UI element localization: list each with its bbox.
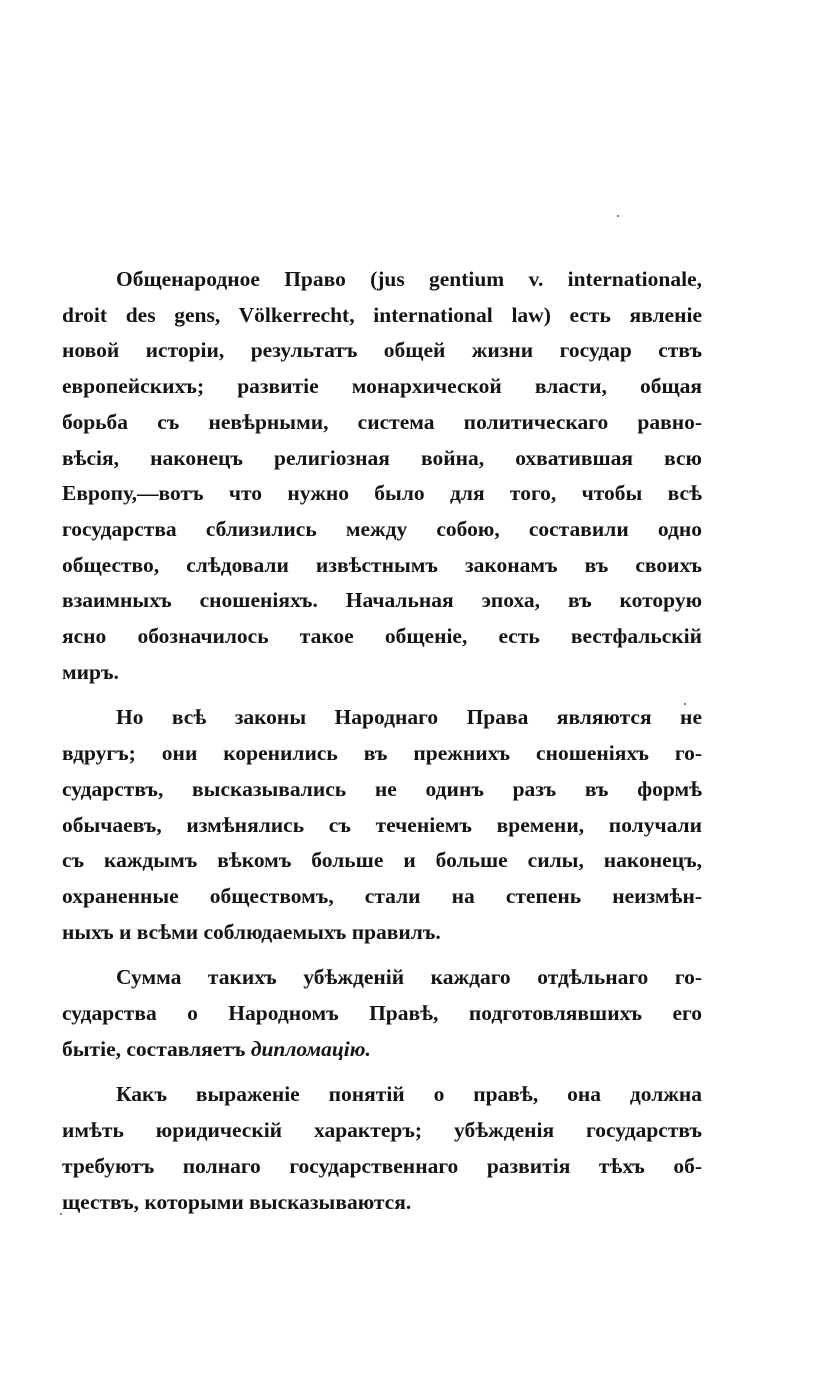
text-line: борьба съ невѣрными, система политическаго равно- <box>62 409 702 434</box>
text-line <box>62 1032 702 1068</box>
text-line: ныхъ и всѣми соблюдаемыхъ правилъ. <box>62 919 441 944</box>
text-line: обычаевъ, измѣнялись съ теченіемъ времени, получали <box>62 812 702 837</box>
text-line: миръ. <box>62 659 119 684</box>
text-line: имѣть юридическій характеръ; убѣжденія государствъ <box>62 1118 702 1143</box>
text-line: ществъ, которыми высказываются. <box>62 1189 412 1214</box>
text-line: общество, слѣдовали извѣстнымъ законамъ въ своихъ <box>62 552 702 577</box>
paragraph-4 <box>62 1077 702 1220</box>
text-line: сударствъ, высказывались не одинъ разъ въ формѣ <box>62 776 702 801</box>
text-line: Общенародное Право (jus gentium v. internationale, <box>116 267 702 291</box>
text-line: государства сблизились между собою, составили одно <box>62 516 702 541</box>
text-line: droit des gens, Völkerrecht, international law) есть явленіе <box>62 302 702 327</box>
text-line: сударства о Народномъ Правѣ, подготовлявшихъ его <box>62 1001 702 1026</box>
body-text <box>62 262 702 1230</box>
text-line: европейскихъ; развитіе монархической власти, общая <box>62 374 702 399</box>
text-line: вѣсія, наконецъ религіозная война, охватившая всю <box>62 445 702 470</box>
paragraph-3 <box>62 960 702 1067</box>
paper-speck <box>617 215 619 217</box>
text-line: ясно обозначилось такое общеніе, есть вестфальскій <box>62 624 702 649</box>
text-line: Европу,—вотъ что нужно было для того, чтобы всѣ <box>62 481 702 506</box>
paragraph-1 <box>62 262 702 690</box>
text-line: взаимныхъ сношеніяхъ. Начальная эпоха, въ которую <box>62 588 702 613</box>
text-line: съ каждымъ вѣкомъ больше и больше силы, наконецъ, <box>62 848 702 873</box>
text-line: охраненные обществомъ, стали на степень неизмѣн- <box>62 883 702 908</box>
text-line: Сумма такихъ убѣжденій каждаго отдѣльнаго го- <box>116 965 702 990</box>
paragraph-2 <box>62 700 702 950</box>
text-line: Но всѣ законы Народнаго Права являются не <box>116 705 702 730</box>
text-line: новой исторіи, результатъ общей жизни государ ствъ <box>62 338 702 363</box>
text-line: требуютъ полнаго государственнаго развитія тѣхъ об- <box>62 1153 702 1178</box>
emphasized-term: дипломацію. <box>250 1036 371 1061</box>
text-line: вдругъ; они коренились въ прежнихъ сношеніяхъ го- <box>62 741 702 766</box>
text-line-prefix: бытіе, составляетъ <box>62 1036 251 1061</box>
text-line: Какъ выраженіе понятій о правѣ, она должна <box>116 1082 702 1107</box>
